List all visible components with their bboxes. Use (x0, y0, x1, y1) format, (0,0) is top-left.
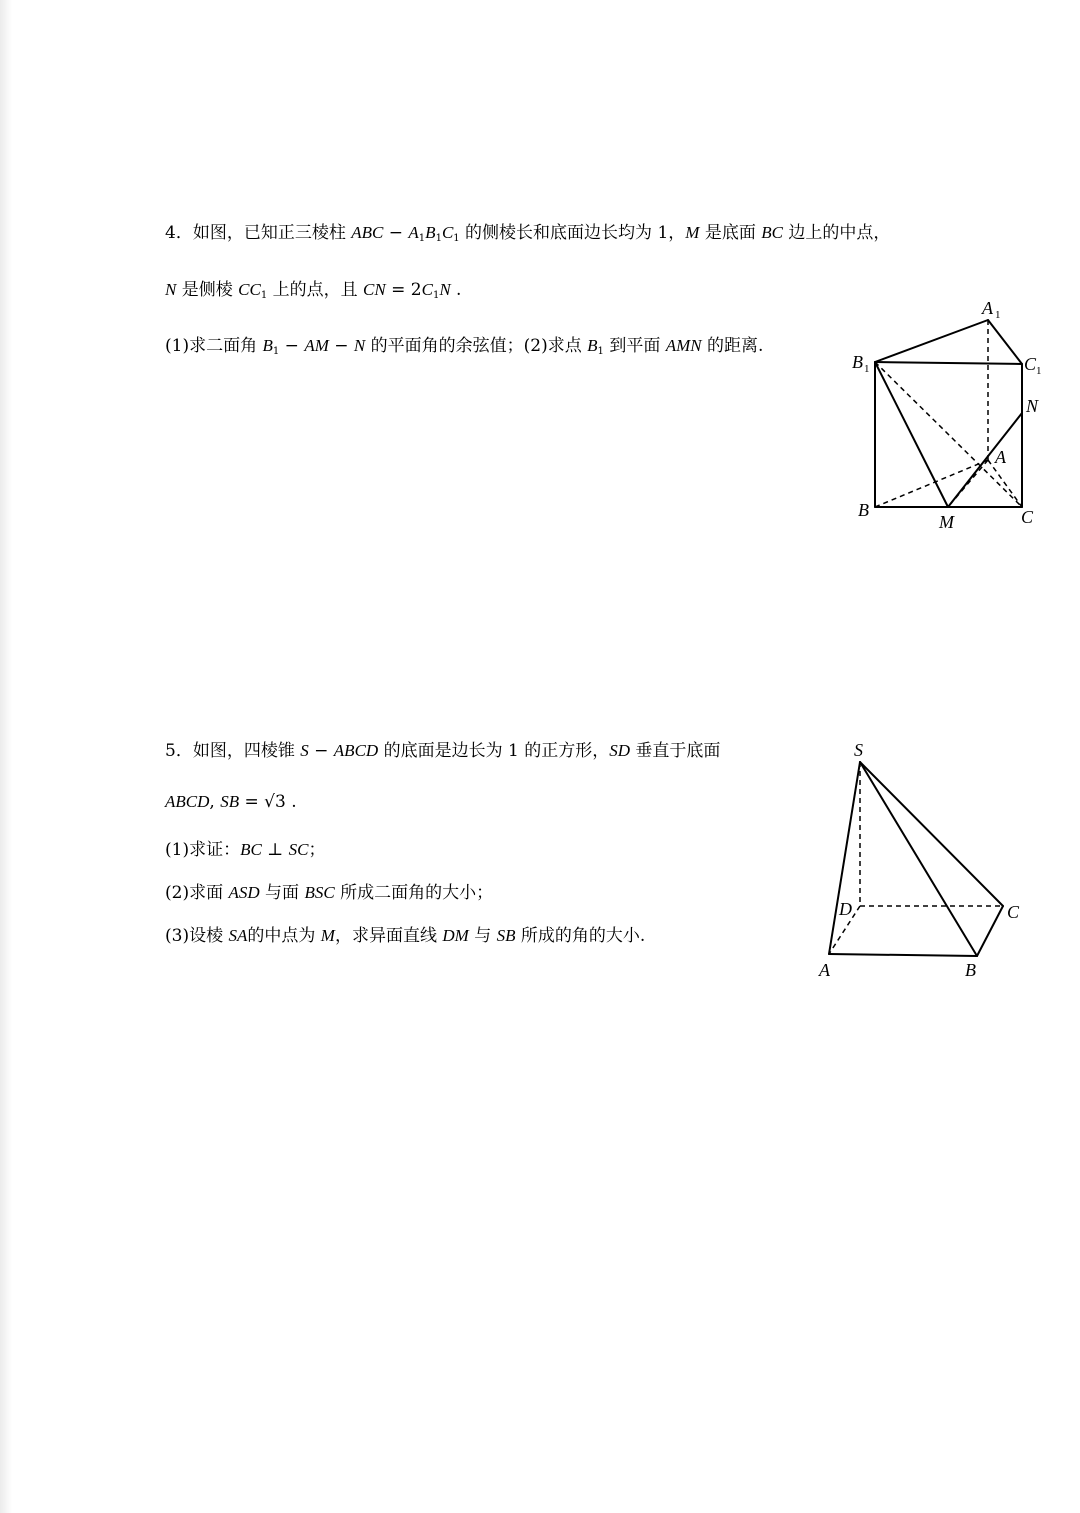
label-A: A (995, 447, 1006, 467)
edge-B1-A1 (875, 320, 988, 362)
problem5-line4: (2)求面 ASD 与面 BSC 所成二面角的大小； (165, 883, 494, 903)
problem5-line2: ABCD, SB = √3 . (165, 792, 297, 812)
label-C1-sub: 1 (1036, 365, 1042, 377)
problem5-line1: 5．如图，四棱锥 S − ABCD 的底面是边长为 1 的正方形，SD 垂直于底面 (165, 741, 721, 761)
label-M: M (939, 512, 954, 532)
label-N: N (1026, 396, 1039, 416)
edge-B1-M (875, 362, 948, 507)
prism-figure (840, 290, 1060, 540)
problem4-number: 4． (165, 223, 193, 243)
problem5-line3: (1)求证：BC ⊥ SC； (165, 840, 326, 860)
problem4-line1: 4．如图，已知正三棱柱 ABC − $A_1B_1C_1$ 的侧棱长和底面边长均为 1，M 是底面 BC 边上的中点， (165, 223, 891, 244)
edge-S-A (829, 762, 860, 954)
label-B: B (858, 500, 869, 520)
label-A1: A (982, 298, 993, 318)
edge-S-C (860, 762, 1003, 906)
label-A: A (819, 960, 830, 980)
label-D: D (839, 899, 852, 919)
edge-A-B (829, 954, 977, 956)
label-B1-sub: 1 (864, 363, 870, 375)
hidden-B1-C (875, 362, 1022, 507)
pyramid-figure (805, 730, 1045, 990)
label-C: C (1007, 902, 1020, 922)
hidden-B-A (875, 460, 988, 507)
edge-S-B (860, 762, 977, 956)
label-C: C (1021, 507, 1034, 527)
page-edge-shadow (0, 0, 12, 1513)
label-A1-sub: 1 (995, 309, 1001, 321)
edge-B-C (977, 906, 1003, 956)
problem4-line2: N 是侧棱 $CC_1$ 上的点，且 CN = $2C_1N$ . (165, 280, 462, 301)
label-B: B (965, 960, 976, 980)
problem5-line5: (3)设棱 SA的中点为 M，求异面直线 DM 与 SB 所成的角的大小. (165, 926, 646, 946)
label-C1: C (1024, 354, 1037, 374)
label-S: S (854, 740, 863, 760)
hidden-A-C (988, 460, 1022, 507)
edge-A1-C1 (988, 320, 1022, 364)
problem5-number: 5． (165, 741, 193, 761)
edge-B1-C1 (875, 362, 1022, 364)
problem4-line3: (1)求二面角 $B_1$ − AM − N 的平面角的余弦值；(2)求点 $B_1$ 到平面 AMN 的距离. (165, 336, 764, 357)
label-B1: B (852, 352, 863, 372)
